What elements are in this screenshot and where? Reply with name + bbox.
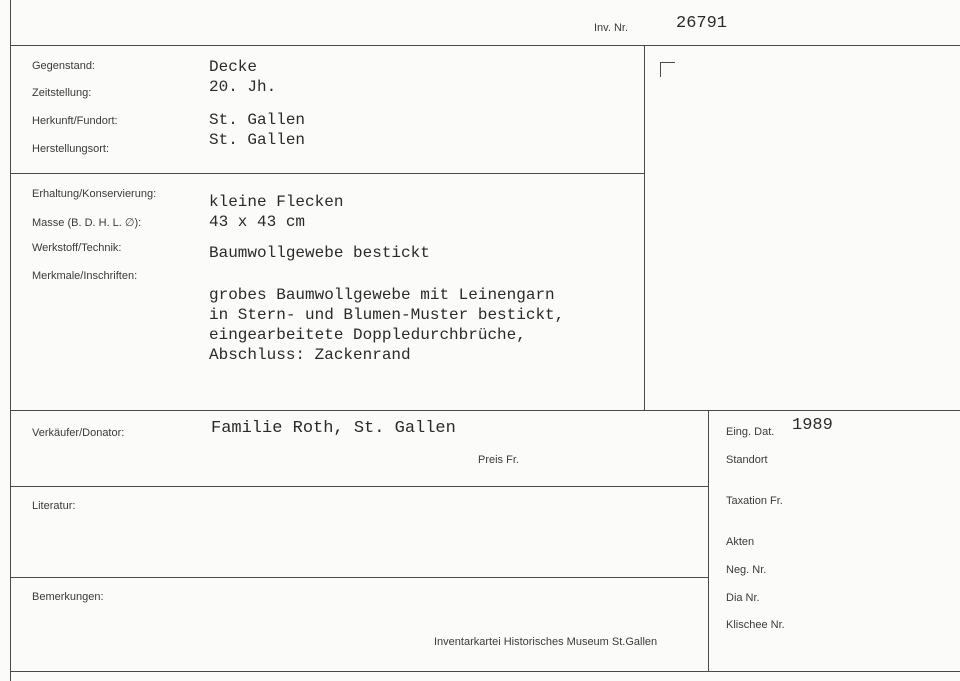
zeitstellung-value: 20. Jh. bbox=[209, 78, 277, 96]
akten-label: Akten bbox=[726, 536, 755, 548]
divider bbox=[10, 0, 11, 681]
verkaeufer-value: Familie Roth, St. Gallen bbox=[211, 419, 456, 438]
verkaeufer-label: Verkäufer/Donator: bbox=[32, 427, 125, 439]
dia-nr-label: Dia Nr. bbox=[726, 592, 760, 604]
gegenstand-value: Decke bbox=[209, 58, 258, 76]
merkmale-label: Merkmale/Inschriften: bbox=[32, 270, 138, 282]
literatur-label: Literatur: bbox=[32, 500, 76, 512]
divider bbox=[10, 486, 708, 487]
zeitstellung-label: Zeitstellung: bbox=[32, 87, 92, 99]
divider bbox=[10, 45, 960, 46]
divider bbox=[10, 410, 960, 411]
inv-nr-label: Inv. Nr. bbox=[594, 22, 629, 34]
footer-caption: Inventarkartei Historisches Museum St.Gallen bbox=[434, 636, 658, 648]
bemerkungen-label: Bemerkungen: bbox=[32, 591, 104, 603]
werkstoff-value: Baumwollgewebe bestickt bbox=[209, 244, 430, 262]
divider bbox=[10, 173, 644, 174]
eing-dat-label: Eing. Dat. bbox=[726, 426, 775, 438]
eing-dat-value: 1989 bbox=[792, 416, 833, 435]
herstellungsort-label: Herstellungsort: bbox=[32, 143, 110, 155]
taxation-label: Taxation Fr. bbox=[726, 495, 783, 507]
herkunft-value: St. Gallen bbox=[209, 111, 306, 129]
herstellungsort-value: St. Gallen bbox=[209, 131, 306, 149]
erhaltung-value: kleine Flecken bbox=[209, 193, 344, 211]
divider bbox=[644, 45, 645, 411]
divider bbox=[10, 671, 960, 672]
werkstoff-label: Werkstoff/Technik: bbox=[32, 242, 122, 254]
erhaltung-label: Erhaltung/Konservierung: bbox=[32, 188, 157, 200]
standort-label: Standort bbox=[726, 454, 768, 466]
inv-nr-value: 26791 bbox=[676, 14, 728, 33]
preis-label: Preis Fr. bbox=[478, 454, 519, 466]
klischee-nr-label: Klischee Nr. bbox=[726, 619, 785, 631]
corner-mark-icon bbox=[660, 62, 675, 77]
masse-label: Masse (B. D. H. L. ∅): bbox=[32, 217, 142, 229]
neg-nr-label: Neg. Nr. bbox=[726, 564, 767, 576]
divider bbox=[10, 577, 708, 578]
masse-value: 43 x 43 cm bbox=[209, 213, 306, 231]
merkmale-value: grobes Baumwollgewebe mit Leinengarn in Stern- und Blumen-Muster bestickt, eingearbeitete Doppledurchbrüche, Abschluss: Zackenrand bbox=[209, 286, 565, 364]
gegenstand-label: Gegenstand: bbox=[32, 60, 95, 72]
divider bbox=[708, 410, 709, 672]
herkunft-label: Herkunft/Fundort: bbox=[32, 115, 118, 127]
